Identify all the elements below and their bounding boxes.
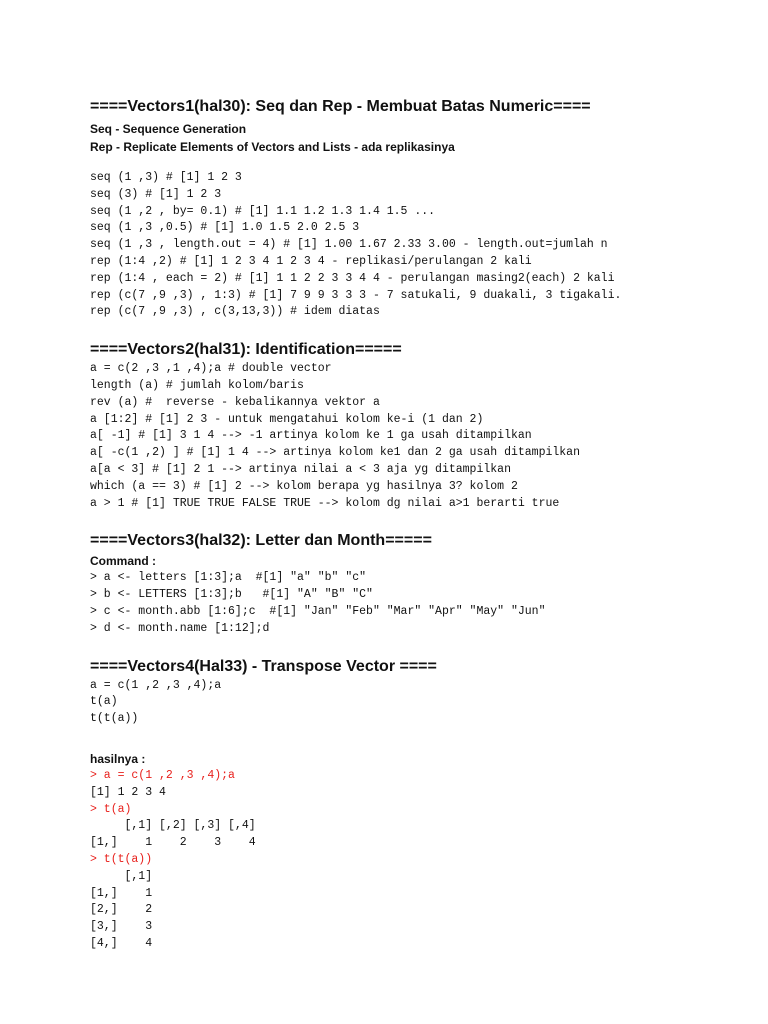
- console-prompt-line: > t(t(a)): [90, 852, 153, 866]
- code-line: > b <- LETTERS [1:3];b #[1] "A" "B" "C": [90, 588, 373, 602]
- console-output-line: [1,] 1 2 3 4: [90, 836, 256, 850]
- code-line: a = c(1 ,2 ,3 ,4);a: [90, 678, 222, 692]
- code-line: t(a): [90, 695, 118, 709]
- section-1-title: ====Vectors1(hal30): Seq dan Rep - Membuat Batas Numeric====: [90, 98, 591, 115]
- code-line: a[ -1] # [1] 3 1 4 --> -1 artinya kolom ke 1 ga usah ditampilkan: [90, 429, 532, 443]
- console-output-line: [1,] 1: [90, 886, 153, 900]
- console-output-line: [3,] 3: [90, 920, 153, 934]
- section-3-title: ====Vectors3(hal32): Letter dan Month=====: [90, 532, 432, 550]
- code-line: a[a < 3] # [1] 2 1 --> artinya nilai a < 3 aja yg ditampilkan: [90, 462, 511, 476]
- section-4-output: [90, 768, 730, 953]
- section-2-code: [90, 361, 730, 512]
- code-line: seq (1 ,2 , by= 0.1) # [1] 1.1 1.2 1.3 1.4 1.5 ...: [90, 204, 436, 218]
- seq-description: Seq - Sequence Generation: [90, 122, 247, 136]
- code-line: > d <- month.name [1:12];d: [90, 621, 270, 635]
- code-line: seq (3) # [1] 1 2 3: [90, 187, 222, 201]
- code-line: rep (1:4 ,2) # [1] 1 2 3 4 1 2 3 4 - replikasi/perulangan 2 kali: [90, 254, 532, 268]
- code-line: rep (1:4 , each = 2) # [1] 1 1 2 2 3 3 4 4 - perulangan masing2(each) 2 kali: [90, 271, 615, 285]
- section-3-code: [90, 570, 730, 637]
- document-page: [90, 96, 730, 953]
- console-prompt-line: > a = c(1 ,2 ,3 ,4);a: [90, 768, 235, 782]
- code-line: a > 1 # [1] TRUE TRUE FALSE TRUE --> kolom dg nilai a>1 berarti true: [90, 496, 560, 510]
- rep-description: Rep - Replicate Elements of Vectors and Lists - ada replikasinya: [90, 140, 455, 154]
- console-output-line: [4,] 4: [90, 936, 153, 950]
- console-output-line: [2,] 2: [90, 903, 153, 917]
- console-output-line: [1] 1 2 3 4: [90, 785, 166, 799]
- section-4-title: ====Vectors4(Hal33) - Transpose Vector ====: [90, 657, 437, 675]
- code-line: > c <- month.abb [1:6];c #[1] "Jan" "Feb" "Mar" "Apr" "May" "Jun": [90, 604, 546, 618]
- section-4-code: [90, 678, 730, 728]
- code-line: seq (1 ,3) # [1] 1 2 3: [90, 171, 242, 184]
- command-label: Command :: [90, 554, 156, 569]
- console-output-line: [,1]: [90, 869, 153, 883]
- console-prompt-line: > t(a): [90, 802, 132, 816]
- code-line: t(t(a)): [90, 712, 139, 726]
- code-line: a = c(2 ,3 ,1 ,4);a # double vector: [90, 362, 332, 376]
- code-line: rev (a) # reverse - kebalikannya vektor a: [90, 395, 380, 409]
- code-line: seq (1 ,3 , length.out = 4) # [1] 1.00 1.67 2.33 3.00 - length.out=jumlah n: [90, 238, 608, 252]
- code-line: a[ -c(1 ,2) ] # [1] 1 4 --> artinya kolom ke1 dan 2 ga usah ditampilkan: [90, 446, 580, 460]
- section-1-code: [90, 170, 730, 321]
- code-line: rep (c(7 ,9 ,3) , c(3,13,3)) # idem diatas: [90, 305, 380, 319]
- console-output-line: [,1] [,2] [,3] [,4]: [90, 819, 256, 833]
- code-line: seq (1 ,3 ,0.5) # [1] 1.0 1.5 2.0 2.5 3: [90, 221, 360, 235]
- code-line: length (a) # jumlah kolom/baris: [90, 378, 304, 392]
- code-line: > a <- letters [1:3];a #[1] "a" "b" "c": [90, 571, 367, 585]
- code-line: which (a == 3) # [1] 2 --> kolom berapa yg hasilnya 3? kolom 2: [90, 479, 518, 493]
- section-2-title: ====Vectors2(hal31): Identification=====: [90, 341, 402, 359]
- result-label: hasilnya :: [90, 751, 146, 766]
- code-line: a [1:2] # [1] 2 3 - untuk mengatahui kolom ke-i (1 dan 2): [90, 412, 484, 426]
- code-line: rep (c(7 ,9 ,3) , 1:3) # [1] 7 9 9 3 3 3 - 7 satukali, 9 duakali, 3 tigakali.: [90, 288, 622, 302]
